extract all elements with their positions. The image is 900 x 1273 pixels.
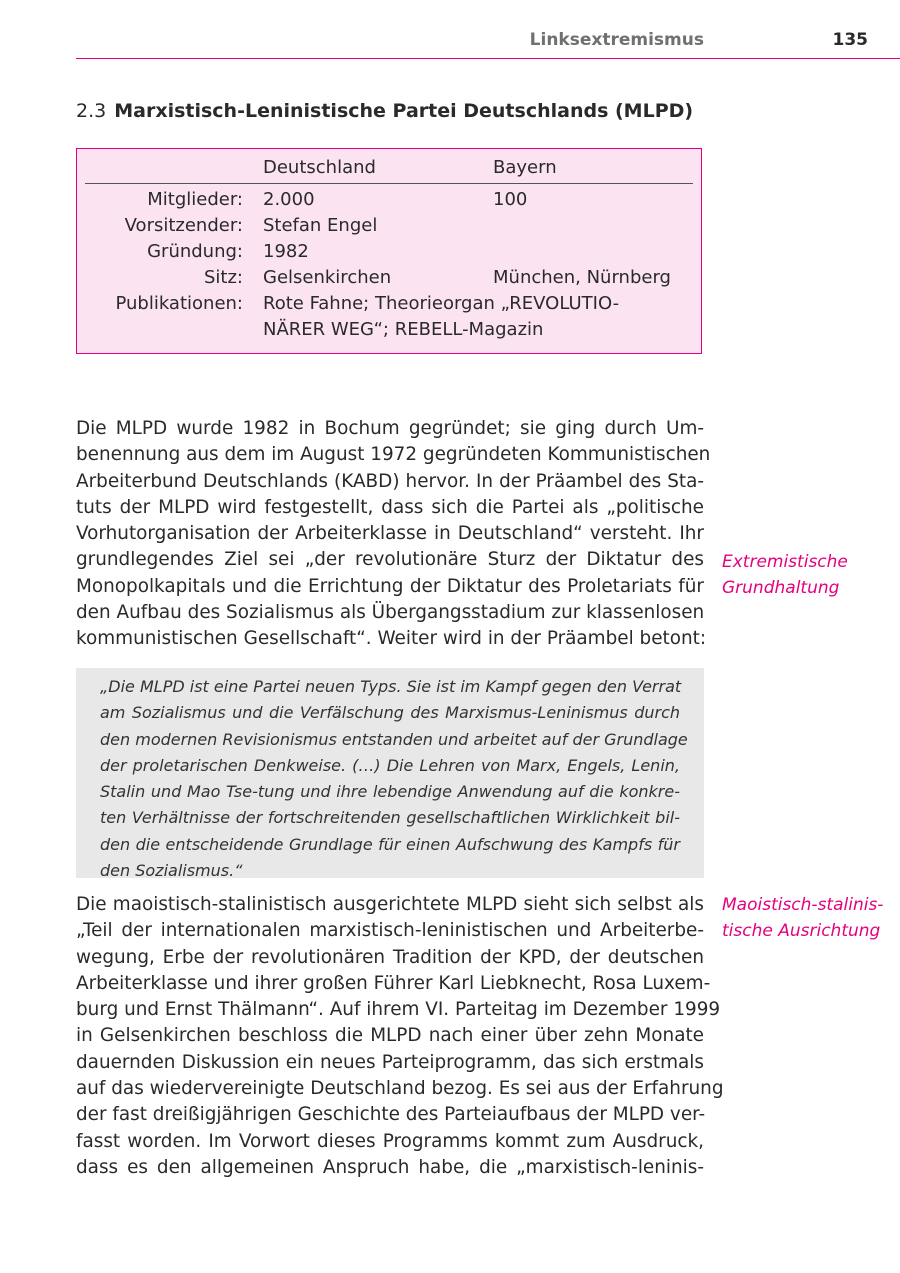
quote-line: „Die MLPD ist eine Partei neuen Typs. Sie ist im Kampf gegen den Verrat bbox=[100, 677, 682, 696]
fact-value2-mitglieder: 100 bbox=[493, 189, 528, 210]
quote-line: der proletarischen Denkweise. (…) Die Lehren von Marx, Engels, Lenin, bbox=[100, 755, 680, 775]
quote-line: Stalin und Mao Tse-tung und ihre lebendige Anwendung auf die konkre- bbox=[100, 782, 680, 802]
text-line: „Teil der internationalen marxistisch-leninistischen und Arbeiterbe- bbox=[76, 920, 704, 942]
quote-line: den die entscheidende Grundlage für einen Aufschwung des Kampfs für bbox=[100, 834, 680, 854]
quote-line: ten Verhältnisse der fortschreitenden gesellschaftlichen Wirklichkeit bil- bbox=[100, 808, 680, 828]
quote-box bbox=[76, 668, 704, 881]
body-paragraph-2 bbox=[76, 892, 724, 1181]
fact-value-vorsitzender: Stefan Engel bbox=[263, 215, 378, 236]
text-line: wegung, Erbe der revolutionären Tradition der KPD, der deutschen bbox=[76, 946, 704, 968]
section-heading bbox=[76, 100, 693, 122]
fact-label-mitglieder: Mitglieder: bbox=[147, 189, 243, 210]
fact-value-gruendung: 1982 bbox=[263, 241, 309, 262]
quote-line: den modernen Revisionismus entstanden und arbeitet auf der Grundlage bbox=[100, 729, 688, 749]
fact-box-divider bbox=[85, 183, 693, 184]
text-line: tuts der MLPD wird festgestellt, dass sich die Partei als „politische bbox=[76, 496, 704, 518]
fact-value2-sitz: München, Nürnberg bbox=[493, 267, 671, 288]
text-line: kommunistischen Gesellschaft“. Weiter wird in der Präambel betont: bbox=[76, 628, 707, 650]
margin-note-line: Maoistisch-stalinis- bbox=[722, 895, 884, 915]
text-line: dass es den allgemeinen Anspruch habe, die „marxistisch-leninis- bbox=[76, 1156, 704, 1178]
text-line: Arbeiterbund Deutschlands (KABD) hervor. In der Präambel des Sta- bbox=[76, 470, 704, 492]
text-line: grundlegendes Ziel sei „der revolutionäre Sturz der Diktatur des bbox=[76, 549, 704, 571]
text-line: dauernden Diskussion ein neues Parteiprogramm, das sich erstmals bbox=[76, 1051, 704, 1073]
running-header bbox=[76, 26, 900, 59]
body-paragraph-1 bbox=[76, 416, 711, 653]
section-title: Marxistisch-Leninistische Partei Deutschlands (MLPD) bbox=[114, 100, 694, 122]
fact-label-vorsitzender: Vorsitzender: bbox=[124, 215, 243, 236]
fact-value-publikationen-cont: NÄRER WEG“; REBELL-Magazin bbox=[263, 319, 544, 340]
text-line: Die MLPD wurde 1982 in Bochum gegründet; sie ging durch Um- bbox=[76, 418, 704, 439]
section-number: 2.3 bbox=[76, 100, 107, 122]
margin-note-maoistisch-stalinistische-ausrichtung bbox=[722, 892, 892, 945]
text-line: auf das wiedervereinigte Deutschland bezog. Es sei aus der Erfahrung bbox=[76, 1078, 724, 1100]
margin-note-line: tische Ausrichtung bbox=[722, 921, 881, 942]
header-title: Linksextremismus bbox=[529, 30, 704, 50]
quote-line: am Sozialismus und die Verfälschung des Marxismus-Leninismus durch bbox=[100, 703, 680, 723]
margin-note-line: Grundhaltung bbox=[722, 578, 840, 599]
text-line: burg und Ernst Thälmann“. Auf ihrem VI. Parteitag im Dezember 1999 bbox=[76, 999, 721, 1021]
fact-value-publikationen: Rote Fahne; Theorieorgan „REVOLUTIO- bbox=[263, 293, 620, 314]
text-line: den Aufbau des Sozialismus als Übergangsstadium zur klassenlosen bbox=[76, 602, 705, 624]
text-line: Vorhutorganisation der Arbeiterklasse in Deutschland“ versteht. Ihr bbox=[76, 523, 704, 545]
fact-label-publikationen: Publikationen: bbox=[115, 293, 243, 314]
margin-note-extremistische-grundhaltung bbox=[722, 549, 892, 602]
text-line: fasst worden. Im Vorwort dieses Programms kommt zum Ausdruck, bbox=[76, 1130, 704, 1152]
fact-label-gruendung: Gründung: bbox=[147, 241, 243, 262]
quote-line: den Sozialismus.“ bbox=[100, 861, 243, 881]
column-header-bayern: Bayern bbox=[493, 157, 557, 178]
fact-value-mitglieder: 2.000 bbox=[263, 189, 315, 210]
fact-label-sitz: Sitz: bbox=[204, 267, 243, 288]
text-line: Arbeiterklasse und ihrer großen Führer Karl Liebknecht, Rosa Luxem- bbox=[76, 972, 711, 994]
fact-box bbox=[76, 148, 702, 354]
text-line: Monopolkapitals und die Errichtung der Diktatur des Proletariats für bbox=[76, 575, 704, 597]
text-line: der fast dreißigjährigen Geschichte des Parteiaufbaus der MLPD ver- bbox=[76, 1104, 706, 1126]
page-number: 135 bbox=[832, 30, 868, 50]
text-line: in Gelsenkirchen beschloss die MLPD nach einer über zehn Monate bbox=[76, 1025, 704, 1047]
text-line: benennung aus dem im August 1972 gegründeten Kommunistischen bbox=[76, 444, 711, 466]
fact-value-sitz: Gelsenkirchen bbox=[263, 267, 392, 288]
column-header-deutschland: Deutschland bbox=[263, 157, 376, 178]
text-line: Die maoistisch-stalinistisch ausgerichtete MLPD sieht sich selbst als bbox=[76, 894, 704, 915]
margin-note-line: Extremistische bbox=[722, 552, 848, 572]
